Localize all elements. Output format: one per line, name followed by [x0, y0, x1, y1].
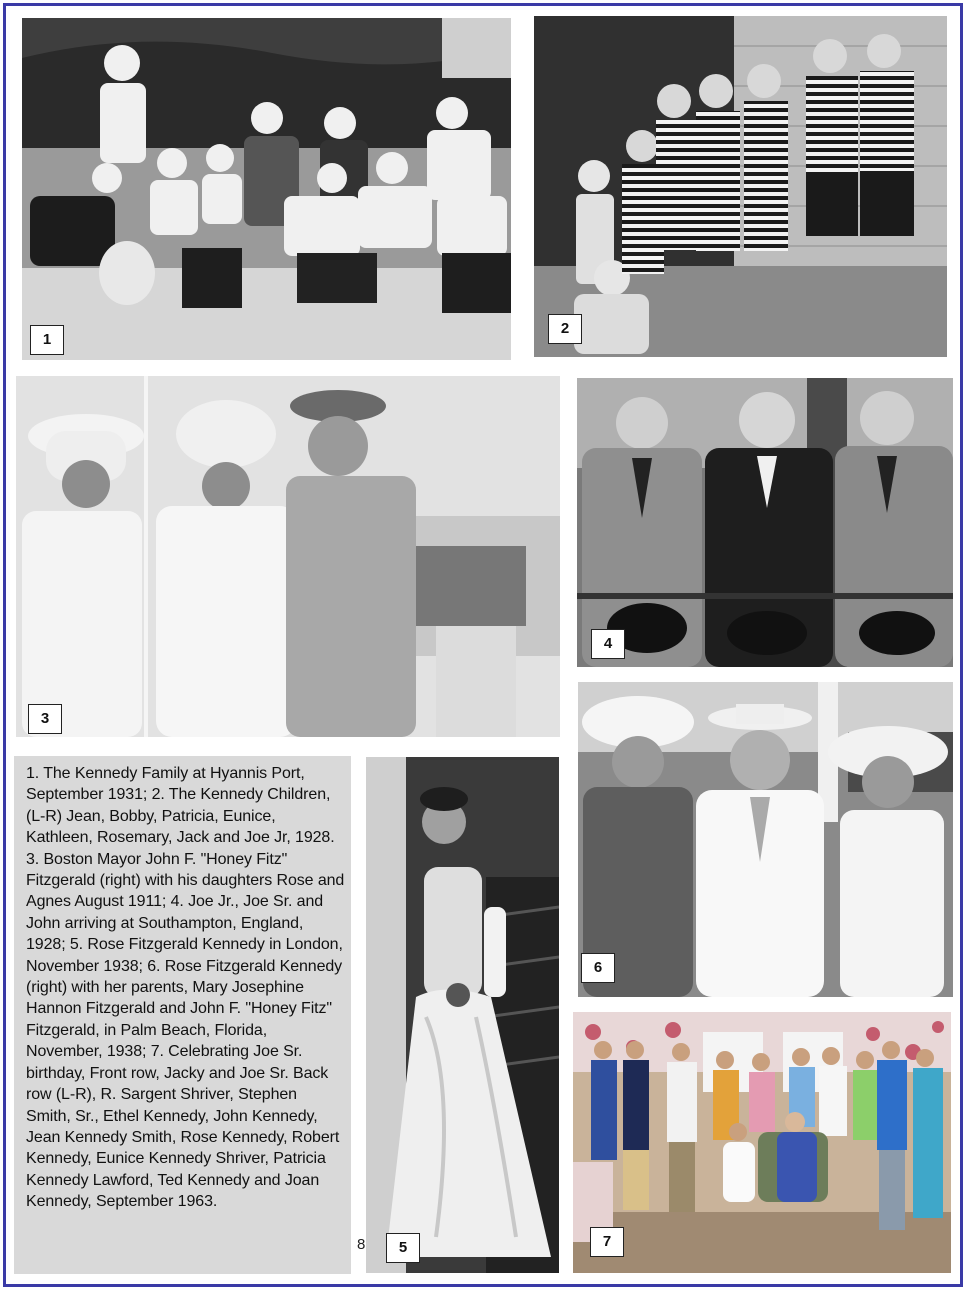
photo-number-1: 1	[30, 325, 64, 355]
photo-1-family-beach	[22, 18, 511, 360]
photo-number-7: 7	[590, 1227, 624, 1257]
photo-number-6: 6	[581, 953, 615, 983]
photo-5-rose-gown	[366, 757, 559, 1273]
photo-number-3: 3	[28, 704, 62, 734]
photo-4-joe-jr-sr-john	[577, 378, 953, 667]
photo-number-5: 5	[386, 1233, 420, 1263]
caption-box	[14, 756, 351, 1274]
photo-7-birthday-celebration	[573, 1012, 951, 1273]
photo-3-fitzgerald-daughters	[16, 376, 560, 737]
photo-6-rose-with-parents	[578, 682, 953, 997]
photo-number-2: 2	[548, 314, 582, 344]
photo-2-children-lineup	[534, 16, 947, 357]
photo-number-4: 4	[591, 629, 625, 659]
stray-page-mark: 8	[357, 1236, 366, 1253]
caption-text: 1. The Kennedy Family at Hyannis Port, September 1931; 2. The Kennedy Children, (L-R) Jean, Bobby, Patricia, Eunice, Kathleen, Rosemary, Jack and Joe Jr, 1928. 3. Boston Mayor John F. "Honey Fitz" Fitzgerald (right) with his daughters Rose and Agnes August 1911; 4. Joe Jr., Joe Sr. and John arriving at Southampton, England, 1928; 5. Rose Fitzgerald Kennedy in London, November 1938; 6. Rose Fitzgerald Kennedy (right) with her parents, Mary Josephine Hannon Fitzgerald and John F. "Honey Fitz" Fitzgerald, in Palm Beach, Florida, November, 1938; 7. Celebrating Joe Sr. birthday, Front row, Jacky and Joe Sr. Back row (L-R), R. Sargent Shriver, Stephen Smith, Sr., Ethel Kennedy, John Kennedy, Jean Kennedy Smith, Rose Kennedy, Robert Kennedy, Eunice Kennedy Shriver, Patricia Kennedy Lawford, Ted Kennedy and Joan Kennedy, September 1963.	[26, 765, 345, 1211]
